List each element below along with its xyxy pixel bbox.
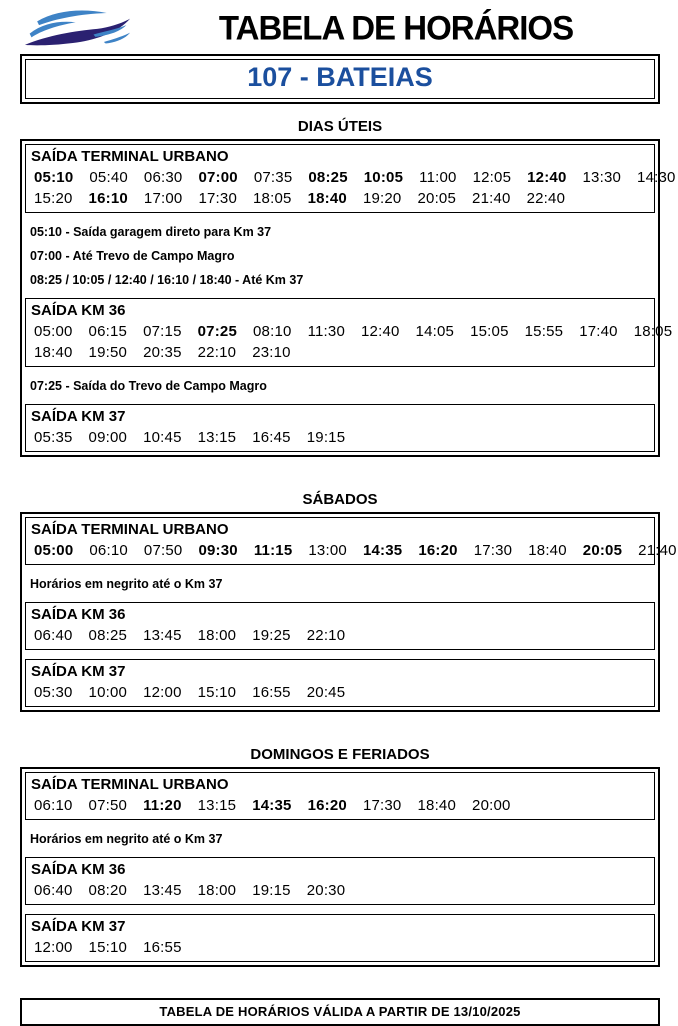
times-row	[31, 188, 649, 209]
times-block	[25, 298, 673, 367]
time-value: 11:00	[419, 169, 457, 186]
notes-block	[25, 213, 655, 287]
times-row	[31, 937, 649, 958]
time-value: 09:30	[198, 542, 238, 559]
departure-point-label: SAÍDA TERMINAL URBANO	[31, 521, 229, 538]
departure-point-label: SAÍDA KM 36	[31, 302, 126, 319]
timetable-sections	[20, 118, 677, 967]
time-value: 18:05	[253, 190, 292, 207]
time-value: 12:00	[34, 939, 73, 956]
times-block	[25, 914, 655, 962]
times-row	[31, 795, 649, 816]
departure-point-label: SAÍDA KM 37	[31, 408, 126, 425]
time-value: 12:00	[143, 684, 182, 701]
time-value: 13:45	[143, 627, 182, 644]
times-row	[31, 880, 649, 901]
time-value: 10:05	[363, 169, 404, 186]
notes-block	[25, 820, 655, 846]
timetable-section	[20, 746, 660, 967]
page-title: TABELA DE HORÁRIOS	[218, 8, 574, 47]
time-value: 13:00	[308, 542, 347, 559]
times-block	[25, 404, 655, 452]
time-value: 15:55	[524, 323, 564, 340]
times-block	[25, 772, 655, 820]
time-value: 06:15	[88, 323, 128, 340]
time-value: 07:25	[197, 323, 238, 340]
wave-swoosh-logo-icon	[24, 5, 132, 50]
notes-block	[25, 367, 655, 393]
time-value: 10:00	[88, 684, 128, 701]
time-value: 16:10	[88, 190, 128, 207]
time-value: 15:10	[197, 684, 237, 701]
time-value: 11:30	[307, 323, 345, 340]
time-value: 19:50	[88, 344, 128, 361]
time-value: 13:15	[197, 797, 237, 814]
time-value: 17:30	[362, 797, 402, 814]
time-value: 07:15	[143, 323, 182, 340]
time-value: 19:25	[252, 627, 291, 644]
departure-point-label: SAÍDA KM 36	[31, 861, 126, 878]
time-value: 17:30	[198, 190, 238, 207]
time-value: 16:55	[143, 939, 182, 956]
time-value: 22:40	[526, 190, 566, 207]
departure-point-label: SAÍDA KM 37	[31, 663, 126, 680]
times-block	[25, 659, 655, 707]
time-value: 14:35	[252, 797, 292, 814]
note-line: 05:10 - Saída garagem direto para Km 37	[30, 225, 272, 239]
page-header	[20, 5, 660, 52]
time-value: 19:15	[252, 882, 291, 899]
time-value: 18:40	[528, 542, 567, 559]
notes-block	[25, 565, 655, 591]
time-value: 10:45	[143, 429, 182, 446]
departure-point-label: SAÍDA TERMINAL URBANO	[31, 148, 229, 165]
time-value: 17:40	[579, 323, 618, 340]
time-value: 06:40	[34, 627, 73, 644]
note-line: 07:25 - Saída do Trevo de Campo Magro	[30, 379, 267, 393]
departure-point-label: SAÍDA KM 36	[31, 606, 126, 623]
section-box	[20, 512, 677, 712]
time-value: 06:30	[143, 169, 183, 186]
time-value: 15:20	[34, 190, 73, 207]
time-value: 14:05	[415, 323, 455, 340]
time-value: 17:00	[143, 190, 183, 207]
time-value: 18:40	[307, 190, 347, 207]
time-value: 13:30	[582, 169, 622, 186]
departure-point-label: SAÍDA TERMINAL URBANO	[31, 776, 229, 793]
time-value: 06:10	[34, 797, 73, 814]
time-value: 12:40	[527, 169, 567, 186]
time-value: 16:45	[252, 429, 291, 446]
time-value: 05:30	[34, 684, 73, 701]
times-row	[31, 540, 677, 561]
time-value: 12:05	[472, 169, 512, 186]
time-value: 17:30	[473, 542, 513, 559]
times-row	[31, 342, 649, 363]
note-line: Horários em negrito até o Km 37	[30, 577, 223, 591]
time-value: 13:45	[143, 882, 182, 899]
timetable-section	[20, 491, 677, 712]
time-value: 07:00	[198, 169, 238, 186]
time-value: 20:45	[306, 684, 346, 701]
time-value: 23:10	[252, 344, 291, 361]
times-block	[25, 517, 677, 565]
time-value: 07:50	[88, 797, 128, 814]
validity-banner	[20, 998, 660, 1026]
times-block	[25, 857, 655, 905]
time-value: 07:50	[143, 542, 183, 559]
section-box	[20, 767, 660, 967]
time-value: 05:10	[34, 169, 74, 186]
time-value: 20:30	[306, 882, 346, 899]
time-value: 08:10	[253, 323, 292, 340]
time-value: 16:55	[252, 684, 291, 701]
times-block	[25, 144, 676, 213]
time-value: 06:10	[89, 542, 128, 559]
time-value: 15:05	[470, 323, 509, 340]
time-value: 05:40	[89, 169, 128, 186]
validity-text: TABELA DE HORÁRIOS VÁLIDA A PARTIR DE 13/10/2025	[159, 1004, 521, 1019]
times-row	[31, 167, 676, 188]
time-value: 05:00	[34, 542, 74, 559]
note-line: Horários em negrito até o Km 37	[30, 832, 223, 846]
route-banner	[20, 54, 660, 104]
note-line: 07:00 - Até Trevo de Campo Magro	[30, 249, 235, 263]
time-value: 20:05	[582, 542, 623, 559]
time-value: 07:35	[253, 169, 293, 186]
section-heading: SÁBADOS	[302, 491, 378, 508]
time-value: 19:15	[306, 429, 346, 446]
section-heading: DOMINGOS E FERIADOS	[250, 746, 430, 763]
time-value: 20:05	[417, 190, 457, 207]
time-value: 18:40	[417, 797, 457, 814]
time-value: 06:40	[34, 882, 73, 899]
section-heading: DIAS ÚTEIS	[297, 118, 383, 135]
time-value: 15:10	[88, 939, 128, 956]
time-value: 08:25	[308, 169, 348, 186]
time-value: 12:40	[361, 323, 400, 340]
time-value: 08:25	[88, 627, 128, 644]
times-row	[31, 321, 673, 342]
time-value: 21:40	[472, 190, 511, 207]
timetable-section	[20, 118, 676, 457]
time-value: 22:10	[197, 344, 237, 361]
time-value: 20:35	[143, 344, 182, 361]
route-name: 107 - BATEIAS	[25, 59, 655, 99]
time-value: 14:35	[362, 542, 403, 559]
times-row	[31, 427, 649, 448]
time-value: 21:40	[638, 542, 677, 559]
times-block	[25, 602, 655, 650]
time-value: 11:20	[143, 797, 182, 814]
section-box	[20, 139, 676, 457]
time-value: 18:05	[633, 323, 673, 340]
departure-point-label: SAÍDA KM 37	[31, 918, 126, 935]
time-value: 05:35	[34, 429, 73, 446]
times-row	[31, 625, 649, 646]
time-value: 18:00	[197, 627, 237, 644]
time-value: 22:10	[306, 627, 346, 644]
time-value: 16:20	[418, 542, 458, 559]
time-value: 14:30	[637, 169, 676, 186]
times-row	[31, 682, 649, 703]
time-value: 16:20	[307, 797, 347, 814]
time-value: 19:20	[362, 190, 402, 207]
time-value: 20:00	[472, 797, 511, 814]
time-value: 11:15	[253, 542, 293, 559]
note-line: 08:25 / 10:05 / 12:40 / 16:10 / 18:40 - Até Km 37	[30, 273, 304, 287]
time-value: 05:00	[34, 323, 73, 340]
time-value: 18:00	[197, 882, 237, 899]
time-value: 09:00	[88, 429, 128, 446]
time-value: 13:15	[197, 429, 237, 446]
time-value: 18:40	[34, 344, 73, 361]
time-value: 08:20	[88, 882, 128, 899]
